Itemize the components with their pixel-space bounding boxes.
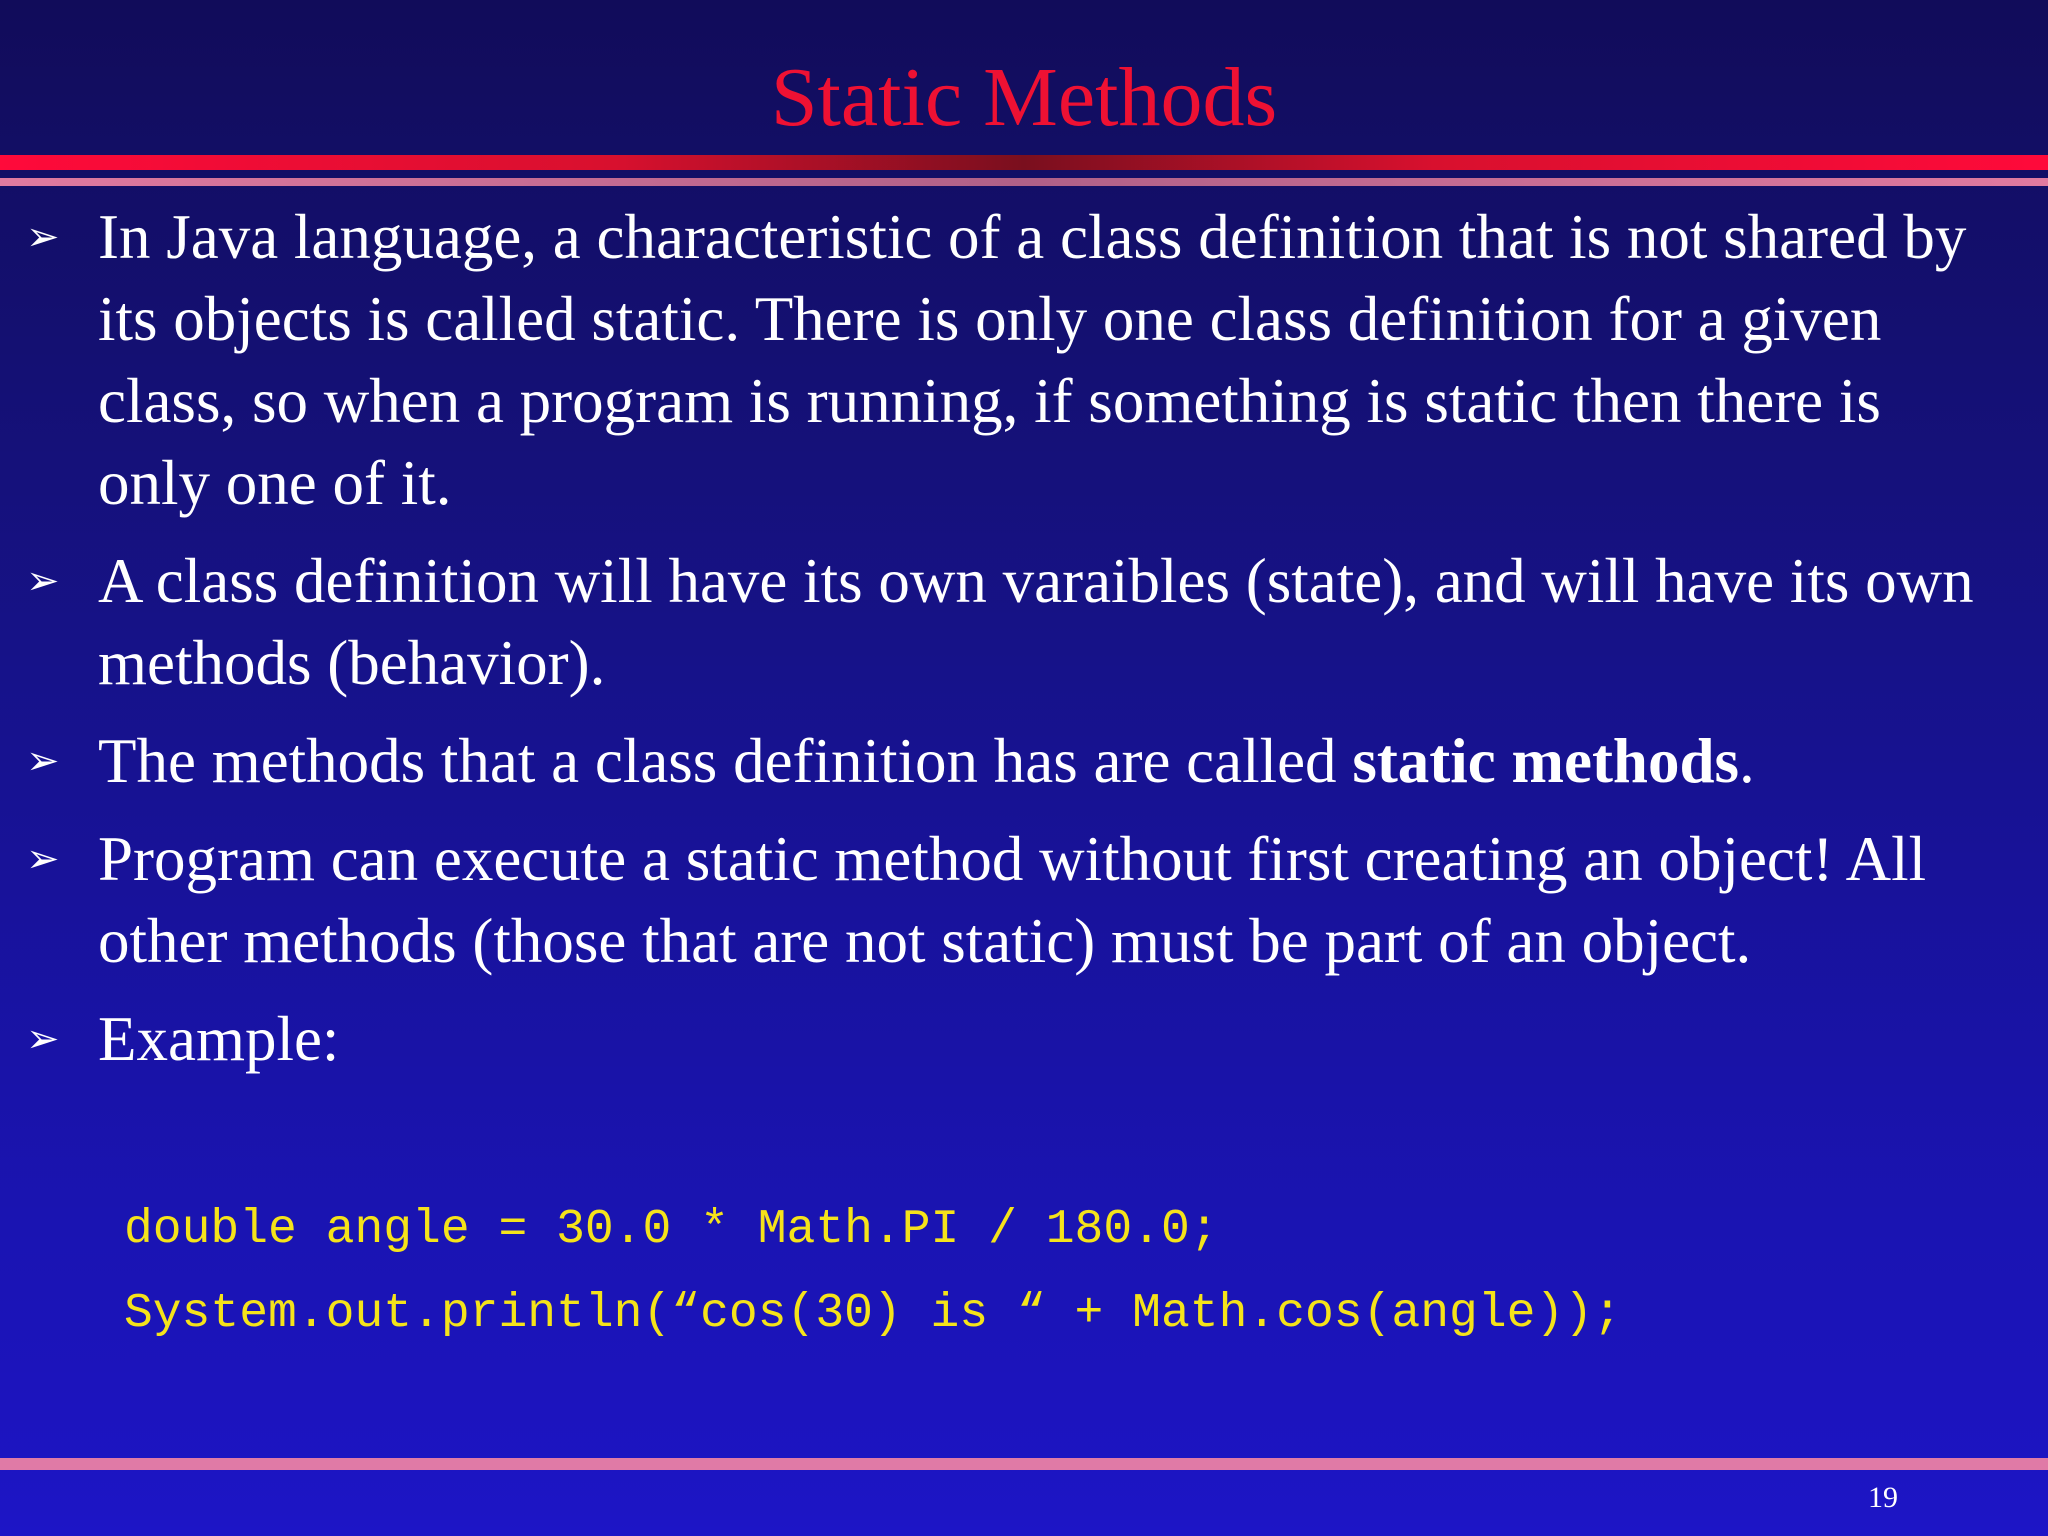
code-example <box>124 1188 1622 1356</box>
code-line: System.out.println(“cos(30) is “ + Math.cos(angle)); <box>124 1287 1622 1341</box>
slide-title: Static Methods <box>770 51 1278 144</box>
arrow-bullet-icon: ➢ <box>26 836 60 881</box>
arrow-bullet-icon: ➢ <box>26 214 60 259</box>
bullet-text: . <box>1739 726 1755 796</box>
bullet-text: Program can execute a static method without first creating an object! All other methods (those that are not static) must be part of an object. <box>98 824 1927 976</box>
bullet-item <box>0 998 2048 1080</box>
arrow-bullet-icon: ➢ <box>26 558 60 603</box>
page-number: 19 <box>1868 1481 1898 1514</box>
title-divider-pink <box>0 178 2048 186</box>
bullet-item <box>0 818 2048 982</box>
bullet-item <box>0 720 2048 802</box>
title-divider-red <box>0 155 2048 170</box>
arrow-bullet-icon: ➢ <box>26 738 60 783</box>
arrow-bullet-icon: ➢ <box>26 1016 60 1061</box>
bullet-text: The methods that a class definition has are called <box>98 726 1353 796</box>
bullet-list <box>0 196 2048 1096</box>
bullet-item <box>0 196 2048 524</box>
bullet-text-bold: static methods <box>1352 726 1740 796</box>
footer-divider <box>0 1458 2048 1470</box>
bullet-text: In Java language, a characteristic of a class definition that is not shared by its objects is called static. There is only one class definition for a given class, so when a program is running, if something is static then there is only one of it. <box>98 202 1967 518</box>
bullet-item <box>0 540 2048 704</box>
bullet-text: Example: <box>98 1004 340 1074</box>
bullet-text: A class definition will have its own varaibles (state), and will have its own methods (behavior). <box>98 546 1974 698</box>
code-line: double angle = 30.0 * Math.PI / 180.0; <box>124 1203 1219 1257</box>
